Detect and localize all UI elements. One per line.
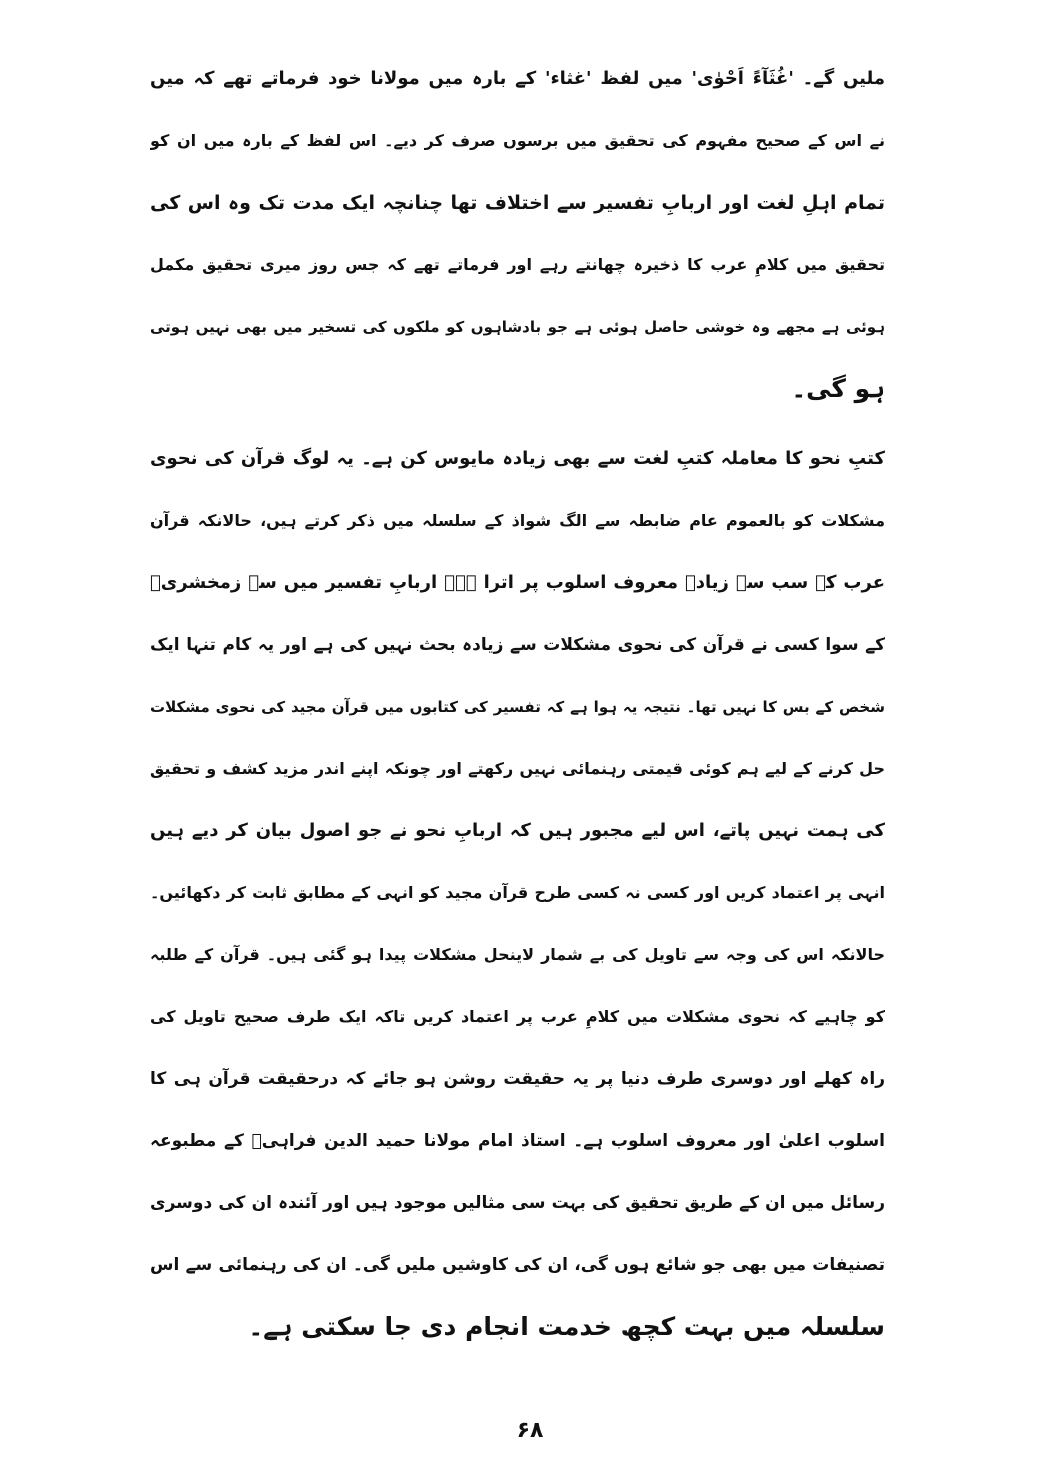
text-line: ہوئی ہے مجھے وہ خوشی حاصل ہوئی ہے جو بادشاہوں کو ملکوں کی تسخیر میں بھی نہیں ہوتی bbox=[150, 318, 885, 336]
paragraph-1 bbox=[150, 48, 885, 420]
text-line: مشکلات کو بالعموم عام ضابطہ سے الگ شواذ کے سلسلہ میں ذکر کرتے ہیں، حالانکہ قرآن bbox=[150, 511, 885, 530]
paragraph-2 bbox=[150, 428, 885, 1358]
text-line: کی ہمت نہیں پاتے، اس لیے مجبور ہیں کہ اربابِ نحو نے جو اصول بیان کر دیے ہیں bbox=[150, 820, 885, 841]
text-line: حالانکہ اس کی وجہ سے تاویل کی بے شمار لاینحل مشکلات پیدا ہو گئی ہیں۔ قرآن کے طلبہ bbox=[150, 945, 885, 964]
text-line: سلسلہ میں بہت کچھ خدمت انجام دی جا سکتی ہے۔ bbox=[248, 1312, 885, 1341]
text-line: ہو گی۔ bbox=[791, 374, 885, 403]
text-line: عرب کے سب سے زیادہ معروف اسلوب پر اترا ہے۔ اربابِ تفسیر میں سے زمخشریؒ bbox=[150, 572, 885, 593]
text-line: کے سوا کسی نے قرآن کی نحوی مشکلات سے زیادہ بحث نہیں کی ہے اور یہ کام تنہا ایک bbox=[150, 635, 885, 655]
text-line: تصنیفات میں بھی جو شائع ہوں گی، ان کی کاوشیں ملیں گی۔ ان کی رہنمائی سے اس bbox=[150, 1255, 885, 1275]
text-line: ملیں گے۔ 'غُثَآءً اَحْوٰی' میں لفظ 'غثاء' کے بارہ میں مولانا خود فرماتے تھے کہ میں bbox=[150, 68, 885, 89]
text-line: انہی پر اعتماد کریں اور کسی نہ کسی طرح قرآن مجید کو انہی کے مطابق ثابت کر دکھائیں۔ bbox=[150, 883, 885, 902]
page-number: ۶۸ bbox=[516, 1418, 544, 1443]
text-line: نے اس کے صحیح مفہوم کی تحقیق میں برسوں صرف کر دیے۔ اس لفظ کے بارہ میں ان کو bbox=[150, 131, 885, 150]
text-line: کتبِ نحو کا معاملہ کتبِ لغت سے بھی زیادہ مایوس کن ہے۔ یہ لوگ قرآن کی نحوی bbox=[150, 448, 885, 469]
text-line: رسائل میں ان کے طریق تحقیق کی بہت سی مثالیں موجود ہیں اور آئندہ ان کی دوسری bbox=[150, 1193, 885, 1213]
text-line: حل کرنے کے لیے ہم کوئی قیمتی رہنمائی نہیں رکھتے اور چونکہ اپنے اندر مزید کشف و تحقیق bbox=[150, 759, 885, 778]
text-line: کو چاہیے کہ نحوی مشکلات میں کلامِ عرب پر اعتماد کریں تاکہ ایک طرف صحیح تاویل کی bbox=[150, 1007, 885, 1026]
text-line: راہ کھلے اور دوسری طرف دنیا پر یہ حقیقت روشن ہو جائے کہ درحقیقت قرآن ہی کا bbox=[150, 1069, 885, 1089]
text-line: شخص کے بس کا نہیں تھا۔ نتیجہ یہ ہوا ہے کہ تفسیر کی کتابوں میں قرآن مجید کی نحوی مشکلات bbox=[150, 698, 885, 716]
text-line: تحقیق میں کلامِ عرب کا ذخیرہ چھانتے رہے اور فرماتے تھے کہ جس روز میری تحقیق مکمل bbox=[150, 255, 885, 274]
text-line: تمام اہلِ لغت اور اربابِ تفسیر سے اختلاف تھا چنانچہ ایک مدت تک وہ اس کی bbox=[150, 192, 885, 214]
text-line: اسلوب اعلیٰ اور معروف اسلوب ہے۔ استاذ امام مولانا حمید الدین فراہیؒ کے مطبوعہ bbox=[150, 1131, 885, 1151]
